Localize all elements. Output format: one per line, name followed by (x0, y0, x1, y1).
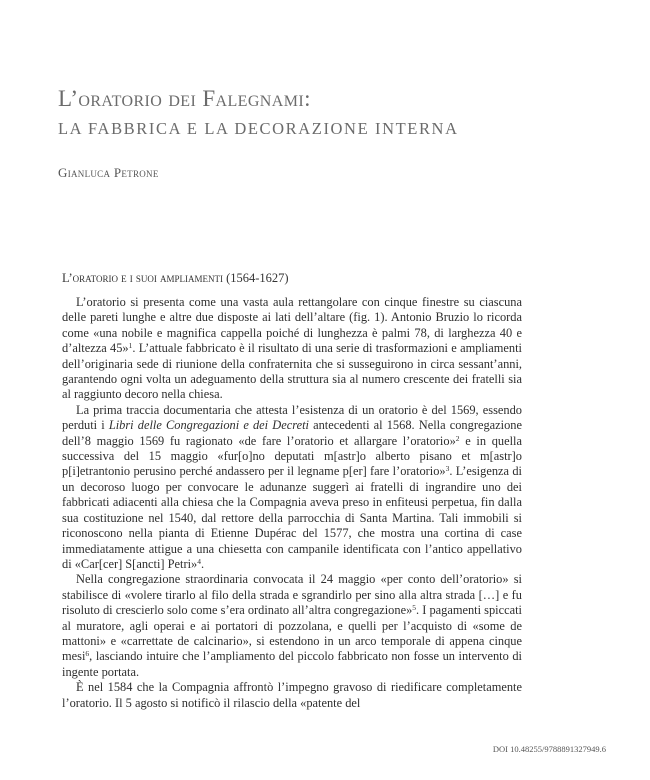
footnote-ref[interactable]: 5 (412, 603, 417, 613)
text-run: L’oratorio si presenta come una vasta aula rettangolare con cinque finestre su ciascuna delle pareti lunghe e altre due disposte ai lati dell’altare (fig. 1). Antonio Bruzio lo ricorda come «una nobile e magnifica cappella poiché di lunghezza è palmi 78, di larghezza 40 e d’altezza 45» (62, 295, 522, 356)
section-heading: L’oratorio e i suoi ampliamenti (1564-1627) (62, 271, 289, 285)
footnote-ref[interactable]: 4 (197, 556, 201, 566)
text-run: antecedenti al 1568. Nella congregazione dell’8 maggio 1569 fu ragionato «de fare l’oratorio et allargare l’oratorio» (62, 418, 522, 448)
text-run: È nel 1584 che la Compagnia affrontò l’impegno gravoso di riedificare completamente l’oratorio. Il 5 agosto si notificò il rilascio della «patente del (62, 680, 522, 710)
paragraph (62, 295, 522, 403)
paragraph (62, 572, 522, 680)
footnote-ref[interactable]: 1 (128, 341, 133, 351)
text-run: . L’esigenza di un decoroso luogo per convocare le adunanze suggerì ai fratelli di ingrandire uno dei fabbricati adiacenti alla chiesa che la Compagnia aveva preso in enfiteusi perpetua, fin dalla sua costituzione nel 1540, dal rettore della parrocchia di Santa Martina. Tali immobili si riconoscono nella pianta di Etienne Dupérac del 1577, che mostra una cortina di case immediatamente attigue a una chiesetta con campanile identificata con l’antico appellativo di «Car[cer] S[ancti] Petri» (62, 464, 522, 571)
italic-title: Libri delle Congregazioni e dei Decreti (108, 418, 309, 433)
text-run: . I pagamenti spiccati al muratore, agli operai e ai portatori di pozzolana, e quelli per l’acquisto di «some de mattoni» e «carrettate de calcinario», si estendono in un arco temporale di appena cinque mesi (62, 603, 522, 664)
text-run: e in quella successiva del 15 maggio «fur[o]no deputati m[astr]o alberto pisano et m[astr]o p[i]etrantonio perusino perché andassero per il legname p[er] fare l’oratorio» (62, 433, 522, 479)
chapter-subtitle: LA FABBRICA E LA DECORAZIONE INTERNA (58, 119, 459, 138)
text-run: La prima traccia documentaria che attesta l’esistenza di un oratorio è del 1569, essendo perduti i (62, 402, 522, 433)
text-run: Nella congregazione straordinaria convocata il 24 maggio «per conto dell’oratorio» si stabilisce di «volere tirarlo al filo della strada e sgrandirlo per sino alla altra strada […] e fu risoluto di crescierlo solo come s’era ordinato all’altra congregazione» (62, 572, 522, 618)
paragraph (62, 403, 522, 572)
body-text (62, 295, 522, 711)
text-run: . (200, 556, 205, 571)
footnote-ref[interactable]: 2 (455, 433, 460, 443)
chapter-title: L’oratorio dei Falegnami: (58, 86, 311, 111)
footnote-ref[interactable]: 3 (445, 464, 450, 474)
footnote-ref[interactable]: 6 (85, 649, 90, 659)
text-run: . L’attuale fabbricato è il risultato di una serie di trasformazioni e ampliamenti dell’originaria sede di riunione della confraternita che si susseguirono in circa sessant’anni, garantendo ogni volta un adeguamento della struttura sia al numero crescente dei fratelli sia al raggiunto decoro nella chiesa. (62, 341, 522, 402)
paragraph (62, 680, 522, 711)
text-run: , lasciando intuire che l’ampliamento del piccolo fabbricato non fosse un intervento di ingente portata. (62, 649, 522, 679)
doi-label: DOI 10.48255/9788891327949.6 (492, 744, 606, 754)
author-name: Gianluca Petrone (58, 165, 159, 180)
